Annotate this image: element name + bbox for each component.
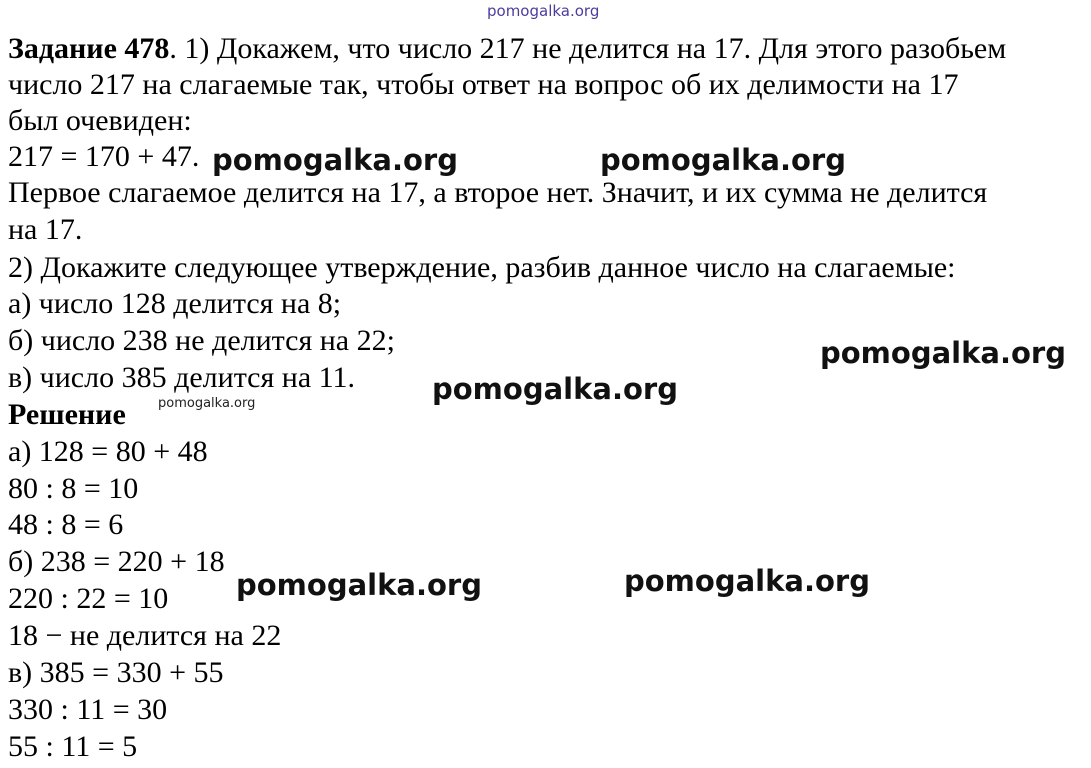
task-line-10: в) число 385 делится на 11.: [8, 361, 356, 394]
watermark: pomogalka.org: [212, 143, 458, 177]
task-line-2: число 217 на слагаемые так, чтобы ответ на вопрос об их делимости на 17: [8, 68, 959, 101]
task-line-7: 2) Докажите следующее утверждение, разбив данное число на слагаемые:: [8, 251, 956, 284]
watermark-small: pomogalka.org: [158, 396, 256, 411]
solution-line: а) 128 = 80 + 48: [8, 435, 208, 468]
solution-line: 80 : 8 = 10: [8, 472, 139, 505]
watermark: pomogalka.org: [820, 336, 1066, 370]
watermark: pomogalka.org: [624, 564, 870, 598]
task-title: Задание 478: [8, 32, 170, 65]
task-text-1: . 1) Докажем, что число 217 не делится на 17. Для этого разобьем: [169, 32, 1007, 65]
task-line-3: был очевиден:: [8, 104, 192, 137]
task-line-6: на 17.: [8, 213, 83, 246]
solution-line: в) 385 = 330 + 55: [8, 656, 224, 689]
watermark: pomogalka.org: [432, 372, 678, 406]
task-line-8: а) число 128 делится на 8;: [8, 287, 342, 320]
solution-line: 330 : 11 = 30: [8, 693, 168, 726]
task-line-4: 217 = 170 + 47.: [8, 140, 200, 173]
watermark-top: pomogalka.org: [487, 2, 600, 20]
solution-line: 55 : 11 = 5: [8, 730, 138, 763]
task-line-1: [8, 32, 1006, 66]
solution-line: 48 : 8 = 6: [8, 508, 124, 541]
solution-line: 220 : 22 = 10: [8, 582, 169, 615]
watermark: pomogalka.org: [236, 568, 482, 602]
solution-line: 18 − не делится на 22: [8, 619, 282, 652]
solution-line: б) 238 = 220 + 18: [8, 545, 225, 578]
watermark: pomogalka.org: [600, 143, 846, 177]
solution-heading: Решение: [8, 398, 126, 431]
task-line-5: Первое слагаемое делится на 17, а второе нет. Значит, и их сумма не делится: [8, 176, 988, 209]
task-line-9: б) число 238 не делится на 22;: [8, 324, 395, 357]
